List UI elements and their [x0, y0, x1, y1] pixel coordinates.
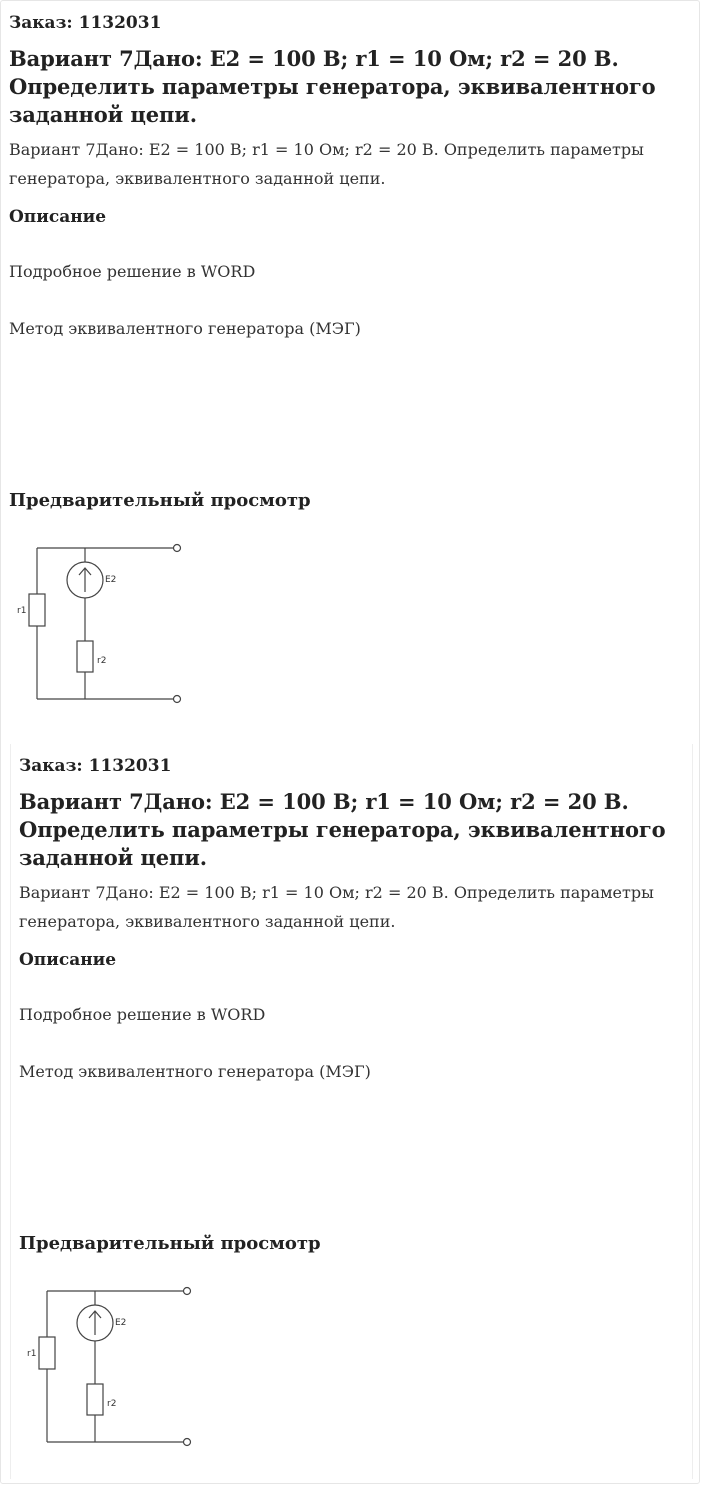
label-r1: r1 [17, 606, 27, 616]
description-heading: Описание [19, 950, 117, 970]
description-line-2: Метод эквивалентного генератора (МЭГ) [9, 319, 361, 338]
description-heading: Описание [9, 207, 107, 227]
order-title: Вариант 7Дано: E2 = 100 В; r1 = 10 Ом; r2 = 20 В. Определить параметры генератора, эквивалентного заданной цепи. [9, 46, 656, 127]
label-r1: r1 [27, 1349, 37, 1359]
preview-heading: Предварительный просмотр [9, 490, 311, 511]
terminal-bottom [174, 696, 181, 703]
description-line-2: Метод эквивалентного генератора (МЭГ) [19, 1062, 371, 1081]
label-r2: r2 [107, 1399, 117, 1409]
terminal-top [174, 545, 181, 552]
description-line-1: Подробное решение в WORD [19, 1005, 266, 1024]
resistor-r1 [29, 594, 45, 626]
terminal-top [184, 1288, 191, 1295]
terminal-bottom [184, 1439, 191, 1446]
preview-heading: Предварительный просмотр [19, 1233, 321, 1254]
circuit-preview-image [15, 536, 215, 716]
resistor-r1 [39, 1337, 55, 1369]
description-line-1: Подробное решение в WORD [9, 262, 256, 281]
order-card-repeat [10, 744, 693, 1479]
order-number: Заказ: 1132031 [9, 13, 162, 33]
resistor-r2 [87, 1384, 103, 1415]
order-description: Вариант 7Дано: E2 = 100 В; r1 = 10 Ом; r2 = 20 В. Определить параметры генератора, эквивалентного заданной цепи. [9, 140, 644, 188]
order-number: Заказ: 1132031 [19, 756, 172, 776]
label-e2: E2 [105, 575, 117, 585]
circuit-preview-image [25, 1279, 225, 1459]
order-description: Вариант 7Дано: E2 = 100 В; r1 = 10 Ом; r2 = 20 В. Определить параметры генератора, эквивалентного заданной цепи. [19, 883, 654, 931]
label-e2: E2 [115, 1318, 127, 1328]
resistor-r2 [77, 641, 93, 672]
order-title: Вариант 7Дано: E2 = 100 В; r1 = 10 Ом; r2 = 20 В. Определить параметры генератора, эквивалентного заданной цепи. [19, 789, 666, 870]
label-r2: r2 [97, 656, 107, 666]
